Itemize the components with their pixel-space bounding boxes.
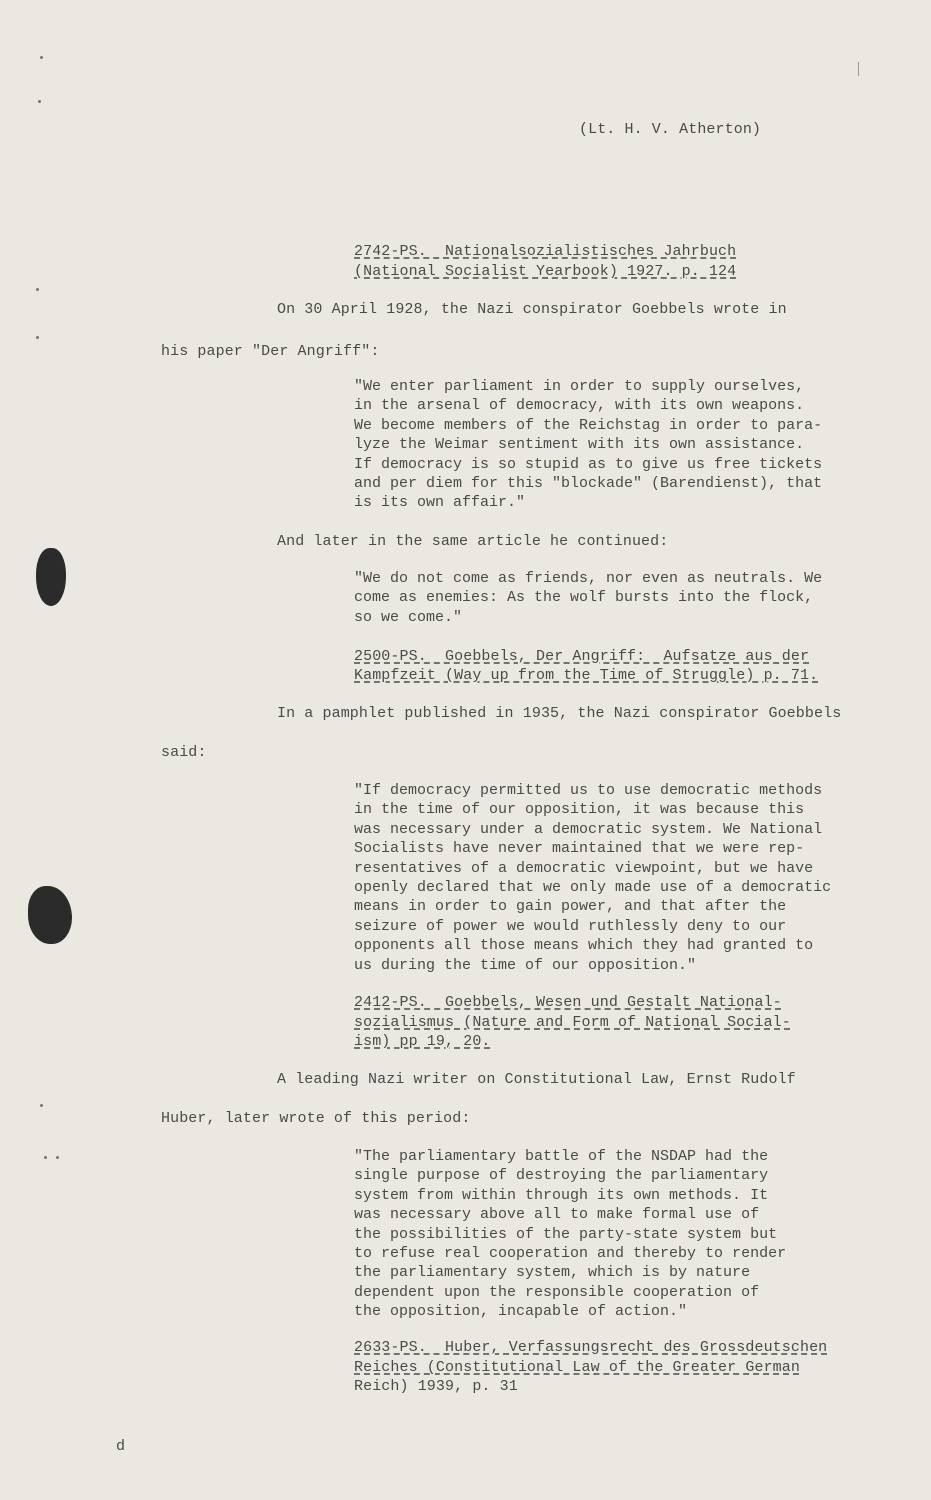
speck — [40, 56, 43, 59]
attribution: (Lt. H. V. Atherton) — [579, 121, 762, 138]
citation-4-line-1: 2633-PS. Huber, Verfassungsrecht des Grossdeutschen — [354, 1339, 828, 1356]
citation-1-line-1: 2742-PS. Nationalsozialistisches Jahrbuch — [354, 243, 737, 260]
paragraph-4-line-1: A leading Nazi writer on Constitutional Law, Ernst Rudolf — [277, 1071, 796, 1088]
punch-hole-top — [36, 548, 66, 606]
citation-4-line-2: Reiches (Constitutional Law of the Greater German — [354, 1359, 800, 1376]
margin-mark — [858, 62, 859, 76]
speck — [38, 100, 41, 103]
paragraph-1-line-2: his paper "Der Angriff": — [161, 343, 380, 360]
citation-2-line-1: 2500-PS. Goebbels, Der Angriff: Aufsatze aus der — [354, 648, 810, 665]
footer-mark: d — [116, 1438, 126, 1455]
punch-hole-bottom — [28, 886, 72, 944]
speck — [36, 288, 39, 291]
citation-3-line-3: ism) pp 19, 20. — [354, 1033, 491, 1050]
citation-3-line-1: 2412-PS. Goebbels, Wesen und Gestalt National- — [354, 994, 782, 1011]
speck — [40, 1104, 43, 1107]
paragraph-3-line-2: said: — [161, 744, 207, 761]
paragraph-4-line-2: Huber, later wrote of this period: — [161, 1110, 471, 1127]
speck — [56, 1156, 59, 1159]
quote-4: "The parliamentary battle of the NSDAP had the single purpose of destroying the parliamentary system from within through its own methods. It was necessary above all to make formal use of the possibilities of the party-state system but to refuse real cooperation and thereby to render the parliamentary system, which is by nature dependent upon the responsible cooperation of the opposition, incapable of action." — [354, 1148, 787, 1321]
quote-2: "We do not come as friends, nor even as neutrals. We come as enemies: As the wolf bursts into the flock, so we come." — [354, 570, 823, 626]
citation-2-line-2: Kampfzeit (Way up from the Time of Struggle) p. 71. — [354, 667, 819, 684]
citation-1-line-2: (National Socialist Yearbook) 1927. p. 124 — [354, 263, 737, 280]
paragraph-2: And later in the same article he continued: — [277, 533, 669, 550]
quote-3: "If democracy permitted us to use democratic methods in the time of our opposition, it was because this was necessary under a democratic system. We National Socialists have never maintained that we were rep- resentatives of a democratic viewpoint, but we have openly declared that we only made use of a democratic means in order to gain power, and that after the seizure of power we would ruthlessly deny to our opponents all those means which they had granted to us during the time of our opposition." — [354, 782, 832, 974]
citation-4-line-3: Reich) 1939, p. 31 — [354, 1378, 518, 1395]
speck — [36, 336, 39, 339]
citation-3-line-2: sozialismus (Nature and Form of National Social- — [354, 1014, 791, 1031]
quote-1: "We enter parliament in order to supply ourselves, in the arsenal of democracy, with its own weapons. We become members of the Reichstag in order to para- lyze the Weimar sentiment with its own assistance. If democracy is so stupid as to give us free tickets and per diem for this "blockade" (Barendienst), that is its own affair." — [354, 378, 823, 512]
paragraph-3-line-1: In a pamphlet published in 1935, the Nazi conspirator Goebbels — [277, 705, 842, 722]
paragraph-1-line-1: On 30 April 1928, the Nazi conspirator Goebbels wrote in — [277, 301, 787, 318]
speck — [44, 1156, 47, 1159]
